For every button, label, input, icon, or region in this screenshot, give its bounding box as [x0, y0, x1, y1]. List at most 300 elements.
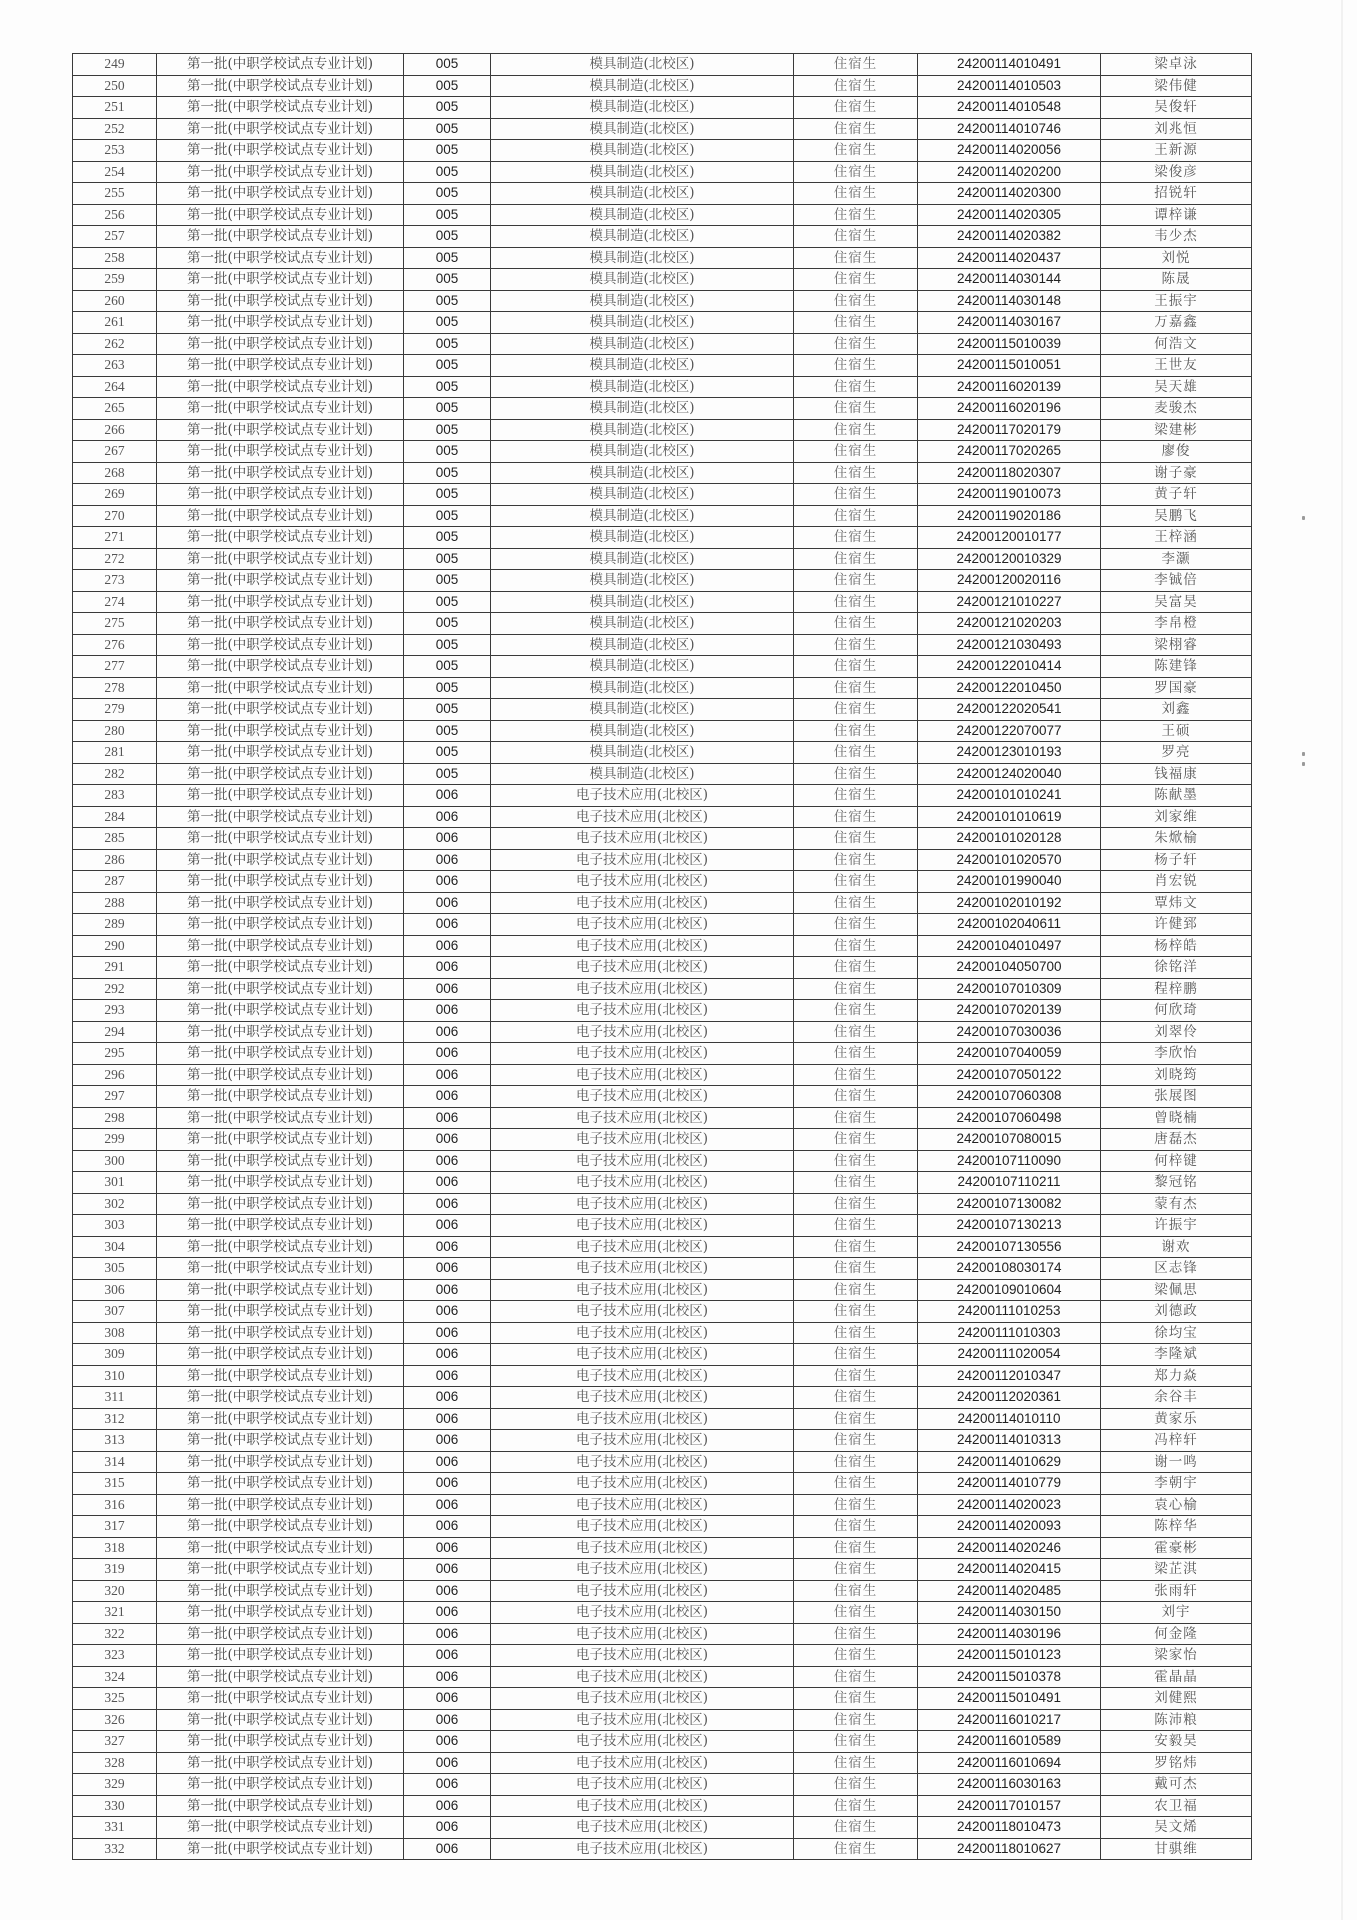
batch-cell: 第一批(中职学校试点专业计划) [157, 1344, 404, 1366]
student-name-cell: 韦少杰 [1101, 226, 1252, 248]
table-row [73, 204, 1252, 226]
student-type-cell: 住宿生 [794, 1559, 918, 1581]
table-row [73, 462, 1252, 484]
row-number: 331 [73, 1817, 157, 1839]
major-code-cell: 006 [404, 1559, 491, 1581]
student-type-cell: 住宿生 [794, 183, 918, 205]
student-name-cell: 王新源 [1101, 140, 1252, 162]
exam-id-cell: 24200117020179 [918, 419, 1101, 441]
student-name-cell: 罗亮 [1101, 742, 1252, 764]
major-name-cell: 电子技术应用(北校区) [491, 1236, 794, 1258]
table-row [73, 1021, 1252, 1043]
student-type-cell: 住宿生 [794, 1279, 918, 1301]
major-name-cell: 电子技术应用(北校区) [491, 1688, 794, 1710]
batch-cell: 第一批(中职学校试点专业计划) [157, 720, 404, 742]
row-number: 293 [73, 1000, 157, 1022]
student-name-cell: 刘健熙 [1101, 1688, 1252, 1710]
table-row [73, 570, 1252, 592]
table-row [73, 1838, 1252, 1860]
student-type-cell: 住宿生 [794, 548, 918, 570]
batch-cell: 第一批(中职学校试点专业计划) [157, 161, 404, 183]
major-code-cell: 006 [404, 1344, 491, 1366]
student-name-cell: 农卫福 [1101, 1795, 1252, 1817]
major-name-cell: 电子技术应用(北校区) [491, 957, 794, 979]
exam-id-cell: 24200101010241 [918, 785, 1101, 807]
exam-id-cell: 24200111010303 [918, 1322, 1101, 1344]
major-code-cell: 006 [404, 978, 491, 1000]
table-row [73, 1043, 1252, 1065]
major-name-cell: 模具制造(北校区) [491, 54, 794, 76]
row-number: 332 [73, 1838, 157, 1860]
batch-cell: 第一批(中职学校试点专业计划) [157, 935, 404, 957]
student-name-cell: 李帛橙 [1101, 613, 1252, 635]
major-code-cell: 006 [404, 1645, 491, 1667]
exam-id-cell: 24200122010450 [918, 677, 1101, 699]
major-code-cell: 005 [404, 75, 491, 97]
major-name-cell: 模具制造(北校区) [491, 720, 794, 742]
batch-cell: 第一批(中职学校试点专业计划) [157, 849, 404, 871]
table-row [73, 1795, 1252, 1817]
batch-cell: 第一批(中职学校试点专业计划) [157, 1559, 404, 1581]
table-row [73, 1344, 1252, 1366]
major-code-cell: 006 [404, 1795, 491, 1817]
student-name-cell: 麦骏杰 [1101, 398, 1252, 420]
batch-cell: 第一批(中职学校试点专业计划) [157, 226, 404, 248]
major-name-cell: 模具制造(北校区) [491, 699, 794, 721]
major-code-cell: 005 [404, 204, 491, 226]
major-code-cell: 005 [404, 312, 491, 334]
student-type-cell: 住宿生 [794, 1387, 918, 1409]
student-name-cell: 罗铭炜 [1101, 1752, 1252, 1774]
major-code-cell: 005 [404, 462, 491, 484]
table-row [73, 1623, 1252, 1645]
batch-cell: 第一批(中职学校试点专业计划) [157, 871, 404, 893]
student-name-cell: 唐磊杰 [1101, 1129, 1252, 1151]
batch-cell: 第一批(中职学校试点专业计划) [157, 1430, 404, 1452]
batch-cell: 第一批(中职学校试点专业计划) [157, 247, 404, 269]
batch-cell: 第一批(中职学校试点专业计划) [157, 914, 404, 936]
table-row [73, 849, 1252, 871]
exam-id-cell: 24200107080015 [918, 1129, 1101, 1151]
major-code-cell: 006 [404, 1817, 491, 1839]
exam-id-cell: 24200117020265 [918, 441, 1101, 463]
student-type-cell: 住宿生 [794, 1000, 918, 1022]
student-type-cell: 住宿生 [794, 677, 918, 699]
major-name-cell: 电子技术应用(北校区) [491, 1451, 794, 1473]
row-number: 312 [73, 1408, 157, 1430]
major-code-cell: 006 [404, 849, 491, 871]
table-row [73, 1365, 1252, 1387]
student-type-cell: 住宿生 [794, 1688, 918, 1710]
major-code-cell: 005 [404, 247, 491, 269]
table-row [73, 1172, 1252, 1194]
major-code-cell: 006 [404, 1258, 491, 1280]
row-number: 306 [73, 1279, 157, 1301]
row-number: 272 [73, 548, 157, 570]
major-name-cell: 电子技术应用(北校区) [491, 1193, 794, 1215]
student-name-cell: 谭梓谦 [1101, 204, 1252, 226]
row-number: 308 [73, 1322, 157, 1344]
exam-id-cell: 24200121010227 [918, 591, 1101, 613]
major-code-cell: 005 [404, 376, 491, 398]
major-name-cell: 电子技术应用(北校区) [491, 1516, 794, 1538]
table-row [73, 161, 1252, 183]
major-name-cell: 模具制造(北校区) [491, 204, 794, 226]
student-name-cell: 李欣怡 [1101, 1043, 1252, 1065]
student-type-cell: 住宿生 [794, 1021, 918, 1043]
student-type-cell: 住宿生 [794, 269, 918, 291]
major-name-cell: 电子技术应用(北校区) [491, 785, 794, 807]
row-number: 298 [73, 1107, 157, 1129]
row-number: 318 [73, 1537, 157, 1559]
table-row [73, 1537, 1252, 1559]
student-name-cell: 杨梓皓 [1101, 935, 1252, 957]
student-name-cell: 区志锋 [1101, 1258, 1252, 1280]
batch-cell: 第一批(中职学校试点专业计划) [157, 1688, 404, 1710]
row-number: 305 [73, 1258, 157, 1280]
exam-id-cell: 24200102040611 [918, 914, 1101, 936]
table-row [73, 634, 1252, 656]
row-number: 300 [73, 1150, 157, 1172]
major-name-cell: 模具制造(北校区) [491, 677, 794, 699]
row-number: 286 [73, 849, 157, 871]
exam-id-cell: 24200107060498 [918, 1107, 1101, 1129]
major-code-cell: 006 [404, 1688, 491, 1710]
exam-id-cell: 24200114010548 [918, 97, 1101, 119]
major-name-cell: 电子技术应用(北校区) [491, 871, 794, 893]
table-row [73, 656, 1252, 678]
student-type-cell: 住宿生 [794, 1838, 918, 1860]
major-code-cell: 006 [404, 1365, 491, 1387]
student-type-cell: 住宿生 [794, 484, 918, 506]
student-name-cell: 陈沛粮 [1101, 1709, 1252, 1731]
table-row [73, 312, 1252, 334]
roster-body [73, 54, 1252, 1860]
student-name-cell: 钱福康 [1101, 763, 1252, 785]
batch-cell: 第一批(中职学校试点专业计划) [157, 1666, 404, 1688]
student-type-cell: 住宿生 [794, 1150, 918, 1172]
major-name-cell: 电子技术应用(北校区) [491, 1129, 794, 1151]
batch-cell: 第一批(中职学校试点专业计划) [157, 1365, 404, 1387]
major-code-cell: 006 [404, 1731, 491, 1753]
row-number: 273 [73, 570, 157, 592]
major-name-cell: 电子技术应用(北校区) [491, 1623, 794, 1645]
major-code-cell: 006 [404, 871, 491, 893]
table-row [73, 978, 1252, 1000]
exam-id-cell: 24200121030493 [918, 634, 1101, 656]
batch-cell: 第一批(中职学校试点专业计划) [157, 570, 404, 592]
exam-id-cell: 24200118020307 [918, 462, 1101, 484]
major-code-cell: 006 [404, 1172, 491, 1194]
major-name-cell: 电子技术应用(北校区) [491, 1838, 794, 1860]
table-row [73, 763, 1252, 785]
student-name-cell: 黎冠铭 [1101, 1172, 1252, 1194]
major-code-cell: 006 [404, 1408, 491, 1430]
major-name-cell: 电子技术应用(北校区) [491, 1279, 794, 1301]
student-type-cell: 住宿生 [794, 1623, 918, 1645]
major-name-cell: 模具制造(北校区) [491, 75, 794, 97]
student-type-cell: 住宿生 [794, 1645, 918, 1667]
row-number: 317 [73, 1516, 157, 1538]
scan-edge-shadow [1341, 0, 1343, 1920]
student-type-cell: 住宿生 [794, 376, 918, 398]
student-name-cell: 梁伟健 [1101, 75, 1252, 97]
major-name-cell: 电子技术应用(北校区) [491, 1774, 794, 1796]
major-name-cell: 电子技术应用(北校区) [491, 1301, 794, 1323]
table-row [73, 1752, 1252, 1774]
major-code-cell: 006 [404, 1430, 491, 1452]
batch-cell: 第一批(中职学校试点专业计划) [157, 1107, 404, 1129]
major-name-cell: 电子技术应用(北校区) [491, 1666, 794, 1688]
row-number: 252 [73, 118, 157, 140]
row-number: 304 [73, 1236, 157, 1258]
row-number: 251 [73, 97, 157, 119]
exam-id-cell: 24200114030144 [918, 269, 1101, 291]
table-row [73, 1322, 1252, 1344]
major-name-cell: 模具制造(北校区) [491, 140, 794, 162]
major-name-cell: 电子技术应用(北校区) [491, 1408, 794, 1430]
student-name-cell: 张展图 [1101, 1086, 1252, 1108]
student-name-cell: 刘晓筠 [1101, 1064, 1252, 1086]
table-row [73, 613, 1252, 635]
student-type-cell: 住宿生 [794, 828, 918, 850]
table-row [73, 1817, 1252, 1839]
row-number: 315 [73, 1473, 157, 1495]
student-type-cell: 住宿生 [794, 634, 918, 656]
major-name-cell: 模具制造(北校区) [491, 247, 794, 269]
major-code-cell: 006 [404, 1279, 491, 1301]
exam-id-cell: 24200108030174 [918, 1258, 1101, 1280]
row-number: 327 [73, 1731, 157, 1753]
major-name-cell: 模具制造(北校区) [491, 398, 794, 420]
student-name-cell: 刘家维 [1101, 806, 1252, 828]
major-name-cell: 模具制造(北校区) [491, 591, 794, 613]
batch-cell: 第一批(中职学校试点专业计划) [157, 1838, 404, 1860]
major-name-cell: 模具制造(北校区) [491, 634, 794, 656]
batch-cell: 第一批(中职学校试点专业计划) [157, 1129, 404, 1151]
row-number: 256 [73, 204, 157, 226]
major-code-cell: 006 [404, 1602, 491, 1624]
row-number: 288 [73, 892, 157, 914]
student-name-cell: 梁建彬 [1101, 419, 1252, 441]
major-name-cell: 电子技术应用(北校区) [491, 1086, 794, 1108]
student-name-cell: 刘宇 [1101, 1602, 1252, 1624]
major-name-cell: 电子技术应用(北校区) [491, 1795, 794, 1817]
major-code-cell: 006 [404, 1774, 491, 1796]
major-code-cell: 005 [404, 97, 491, 119]
row-number: 291 [73, 957, 157, 979]
table-row [73, 269, 1252, 291]
exam-id-cell: 24200114020023 [918, 1494, 1101, 1516]
exam-id-cell: 24200107130213 [918, 1215, 1101, 1237]
row-number: 297 [73, 1086, 157, 1108]
table-row [73, 1688, 1252, 1710]
major-name-cell: 模具制造(北校区) [491, 505, 794, 527]
exam-id-cell: 24200114020093 [918, 1516, 1101, 1538]
batch-cell: 第一批(中职学校试点专业计划) [157, 183, 404, 205]
student-type-cell: 住宿生 [794, 1129, 918, 1151]
batch-cell: 第一批(中职学校试点专业计划) [157, 1795, 404, 1817]
major-name-cell: 模具制造(北校区) [491, 312, 794, 334]
student-type-cell: 住宿生 [794, 290, 918, 312]
student-type-cell: 住宿生 [794, 1408, 918, 1430]
table-row [73, 892, 1252, 914]
major-name-cell: 模具制造(北校区) [491, 269, 794, 291]
exam-id-cell: 24200120010329 [918, 548, 1101, 570]
batch-cell: 第一批(中职学校试点专业计划) [157, 1774, 404, 1796]
exam-id-cell: 24200120020116 [918, 570, 1101, 592]
batch-cell: 第一批(中职学校试点专业计划) [157, 97, 404, 119]
row-number: 255 [73, 183, 157, 205]
student-name-cell: 陈建锋 [1101, 656, 1252, 678]
row-number: 281 [73, 742, 157, 764]
batch-cell: 第一批(中职学校试点专业计划) [157, 806, 404, 828]
major-name-cell: 模具制造(北校区) [491, 548, 794, 570]
major-code-cell: 006 [404, 1838, 491, 1860]
major-code-cell: 006 [404, 1000, 491, 1022]
batch-cell: 第一批(中职学校试点专业计划) [157, 763, 404, 785]
student-name-cell: 冯梓轩 [1101, 1430, 1252, 1452]
row-number: 322 [73, 1623, 157, 1645]
exam-id-cell: 24200114020300 [918, 183, 1101, 205]
batch-cell: 第一批(中职学校试点专业计划) [157, 1258, 404, 1280]
student-type-cell: 住宿生 [794, 1580, 918, 1602]
row-number: 254 [73, 161, 157, 183]
student-type-cell: 住宿生 [794, 957, 918, 979]
student-type-cell: 住宿生 [794, 1752, 918, 1774]
batch-cell: 第一批(中职学校试点专业计划) [157, 1172, 404, 1194]
major-name-cell: 电子技术应用(北校区) [491, 1537, 794, 1559]
exam-id-cell: 24200116010694 [918, 1752, 1101, 1774]
major-name-cell: 模具制造(北校区) [491, 290, 794, 312]
student-type-cell: 住宿生 [794, 914, 918, 936]
batch-cell: 第一批(中职学校试点专业计划) [157, 1322, 404, 1344]
row-number: 325 [73, 1688, 157, 1710]
batch-cell: 第一批(中职学校试点专业计划) [157, 1494, 404, 1516]
student-type-cell: 住宿生 [794, 978, 918, 1000]
student-type-cell: 住宿生 [794, 1451, 918, 1473]
exam-id-cell: 24200115010378 [918, 1666, 1101, 1688]
major-code-cell: 006 [404, 1236, 491, 1258]
student-name-cell: 郑力焱 [1101, 1365, 1252, 1387]
row-number: 283 [73, 785, 157, 807]
row-number: 265 [73, 398, 157, 420]
exam-id-cell: 24200111020054 [918, 1344, 1101, 1366]
student-name-cell: 杨子轩 [1101, 849, 1252, 871]
major-name-cell: 模具制造(北校区) [491, 376, 794, 398]
batch-cell: 第一批(中职学校试点专业计划) [157, 333, 404, 355]
batch-cell: 第一批(中职学校试点专业计划) [157, 1817, 404, 1839]
exam-id-cell: 24200114020485 [918, 1580, 1101, 1602]
student-type-cell: 住宿生 [794, 1537, 918, 1559]
student-name-cell: 许振宇 [1101, 1215, 1252, 1237]
major-code-cell: 006 [404, 1623, 491, 1645]
major-code-cell: 006 [404, 935, 491, 957]
table-row [73, 699, 1252, 721]
major-code-cell: 005 [404, 570, 491, 592]
row-number: 277 [73, 656, 157, 678]
student-name-cell: 黄子轩 [1101, 484, 1252, 506]
student-name-cell: 万嘉鑫 [1101, 312, 1252, 334]
row-number: 284 [73, 806, 157, 828]
batch-cell: 第一批(中职学校试点专业计划) [157, 312, 404, 334]
student-type-cell: 住宿生 [794, 1602, 918, 1624]
table-row [73, 1301, 1252, 1323]
exam-id-cell: 24200114020056 [918, 140, 1101, 162]
student-name-cell: 招锐轩 [1101, 183, 1252, 205]
major-name-cell: 模具制造(北校区) [491, 527, 794, 549]
student-name-cell: 余谷丰 [1101, 1387, 1252, 1409]
exam-id-cell: 24200119010073 [918, 484, 1101, 506]
table-row [73, 484, 1252, 506]
student-name-cell: 许健郅 [1101, 914, 1252, 936]
student-type-cell: 住宿生 [794, 1365, 918, 1387]
student-type-cell: 住宿生 [794, 1473, 918, 1495]
major-name-cell: 模具制造(北校区) [491, 484, 794, 506]
exam-id-cell: 24200107050122 [918, 1064, 1101, 1086]
exam-id-cell: 24200116010589 [918, 1731, 1101, 1753]
major-code-cell: 006 [404, 1064, 491, 1086]
student-name-cell: 王硕 [1101, 720, 1252, 742]
table-row [73, 548, 1252, 570]
student-name-cell: 王梓涵 [1101, 527, 1252, 549]
student-type-cell: 住宿生 [794, 1817, 918, 1839]
table-row [73, 290, 1252, 312]
exam-id-cell: 24200116030163 [918, 1774, 1101, 1796]
student-name-cell: 黄家乐 [1101, 1408, 1252, 1430]
student-type-cell: 住宿生 [794, 226, 918, 248]
exam-id-cell: 24200107020139 [918, 1000, 1101, 1022]
exam-id-cell: 24200114020246 [918, 1537, 1101, 1559]
student-type-cell: 住宿生 [794, 871, 918, 893]
major-code-cell: 005 [404, 591, 491, 613]
major-code-cell: 006 [404, 1193, 491, 1215]
exam-id-cell: 24200107110090 [918, 1150, 1101, 1172]
student-name-cell: 梁栩睿 [1101, 634, 1252, 656]
student-name-cell: 吴富昊 [1101, 591, 1252, 613]
table-row [73, 75, 1252, 97]
batch-cell: 第一批(中职学校试点专业计划) [157, 1021, 404, 1043]
student-name-cell: 谢一鸣 [1101, 1451, 1252, 1473]
major-code-cell: 006 [404, 828, 491, 850]
exam-id-cell: 24200104050700 [918, 957, 1101, 979]
student-type-cell: 住宿生 [794, 75, 918, 97]
major-code-cell: 006 [404, 1129, 491, 1151]
table-row [73, 957, 1252, 979]
student-type-cell: 住宿生 [794, 161, 918, 183]
batch-cell: 第一批(中职学校试点专业计划) [157, 1473, 404, 1495]
major-name-cell: 模具制造(北校区) [491, 441, 794, 463]
student-type-cell: 住宿生 [794, 247, 918, 269]
table-row [73, 355, 1252, 377]
major-code-cell: 005 [404, 54, 491, 76]
student-type-cell: 住宿生 [794, 806, 918, 828]
major-code-cell: 005 [404, 290, 491, 312]
student-name-cell: 王世友 [1101, 355, 1252, 377]
exam-id-cell: 24200101010619 [918, 806, 1101, 828]
table-row [73, 398, 1252, 420]
exam-id-cell: 24200107110211 [918, 1172, 1101, 1194]
major-code-cell: 006 [404, 1150, 491, 1172]
batch-cell: 第一批(中职学校试点专业计划) [157, 1623, 404, 1645]
row-number: 314 [73, 1451, 157, 1473]
table-row [73, 1387, 1252, 1409]
batch-cell: 第一批(中职学校试点专业计划) [157, 1516, 404, 1538]
student-type-cell: 住宿生 [794, 333, 918, 355]
major-code-cell: 005 [404, 763, 491, 785]
major-name-cell: 模具制造(北校区) [491, 226, 794, 248]
student-name-cell: 朱焮榆 [1101, 828, 1252, 850]
